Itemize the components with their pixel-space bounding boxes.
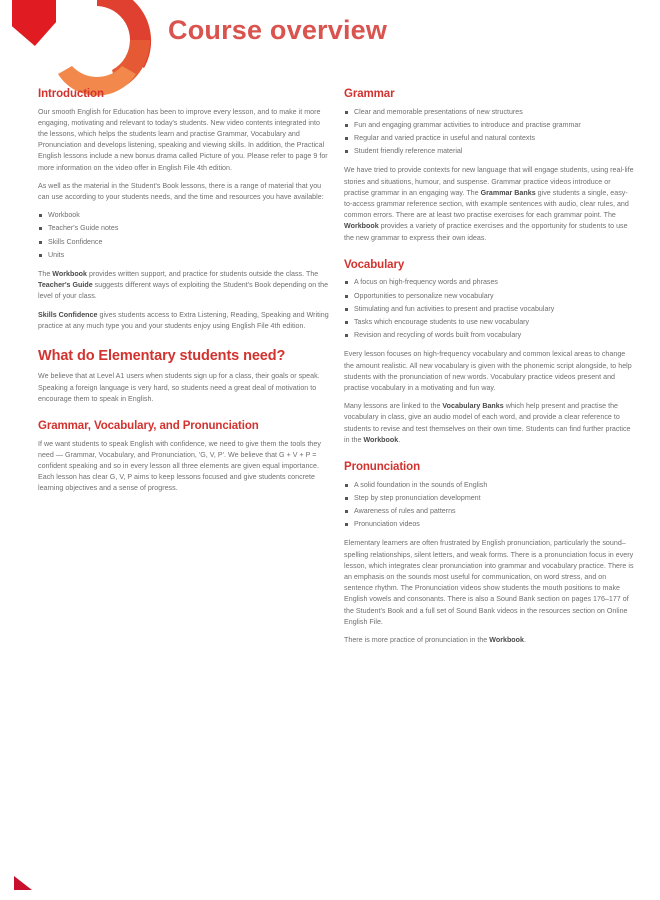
pronunciation-bullet-list [344,480,636,531]
list-item: Student friendly reference material [344,146,636,157]
section-heading-elementary-needs: What do Elementary students need? [38,348,286,365]
section-heading-introduction: Introduction [38,88,104,100]
grammar-paragraph: We have tried to provide contexts for new language that will engage students, using real-life stories and situations, humour, and suspense. Grammar practice videos introduce or practise grammar in an engaging way. The Grammar Banks give students a single, easy-to-access grammar reference section, with example sentences with audio, clear rules, and common errors. There are at least two practise exercises for each grammar point. The Workbook provides a variety of practice exercises and the opportunity for students to use the new grammar to express their own ideas. [344,166,634,242]
section-heading-gvp: Grammar, Vocabulary, and Pronunciation [38,420,259,433]
list-item: Teacher's Guide notes [38,223,330,234]
list-item: Stimulating and fun activities to present and practise vocabulary [344,304,636,315]
section-heading-grammar: Grammar [344,88,395,100]
list-item: Opportunities to personalize new vocabulary [344,291,636,302]
page-title: Course overview [168,15,388,45]
right-column [344,88,636,653]
introduction-workbook-paragraph: The Workbook provides written support, and practice for students outside the class. The Teacher's Guide suggests different ways of exploiting the Student's Book depending on the level of your class. [38,270,329,301]
list-item: Fun and engaging grammar activities to introduce and practise grammar [344,120,636,131]
list-item: Regular and varied practice in useful and natural contexts [344,133,636,144]
list-item: Revision and recycling of words built from vocabulary [344,330,636,341]
list-item: Skills Confidence [38,237,330,248]
list-item: Pronunciation videos [344,519,636,530]
grammar-bullet-list [344,107,636,158]
left-column [38,88,330,653]
vocabulary-paragraph-2: Many lessons are linked to the Vocabulary Banks which help present and practise the vocabulary in class, give an audio model of each word, and provide a clear reference to students to revise and test themselves on their own time. Students can find further practice in the Workbook. [344,402,631,444]
list-item: Tasks which encourage students to use new vocabulary [344,317,636,328]
section-heading-pronunciation: Pronunciation [344,461,421,473]
vocabulary-bullet-list [344,277,636,341]
section-heading-vocabulary: Vocabulary [344,258,405,271]
pronunciation-paragraph-1: Elementary learners are often frustrated by English pronunciation, particularly the sound–spelling relationships, silent letters, and weak forms. There is a pronunciation focus in every lesson, which integrates clear pronunciation into grammar and vocabulary practice. There is an emphasis on the sounds most useful for communication, on word stress, and on sentence rhythm. The Pronunciation videos show students the mouth positions to make English vowels and consonants. There is also a Sound Bank section on pages 176–177 of the Student's Book and a full set of Sound Bank videos in the resources section on Online English File. [344,539,634,626]
introduction-paragraph-2: As well as the material in the Student's Book lessons, there is a range of material that you can use according to your students needs, and the time and resources you have available: [38,181,324,201]
list-item: A focus on high-frequency words and phrases [344,277,636,288]
list-item: Clear and memorable presentations of new structures [344,107,636,118]
vocabulary-paragraph-1: Every lesson focuses on high-frequency vocabulary and common lexical areas to change the amount realistic. All new vocabulary is given with the phonemic script alongside, to help students with the pronunciation of new words. Vocabulary practice videos present and practise vocabulary in a motivating and fun way. [344,350,632,392]
list-item: A solid foundation in the sounds of English [344,480,636,491]
list-item: Workbook [38,210,330,221]
introduction-skills-confidence-paragraph: Skills Confidence gives students access to Extra Listening, Reading, Speaking and Writing practice at any much type you and your students enjoy using English File 4th edition. [38,310,329,330]
pronunciation-paragraph-2: There is more practice of pronunciation in the Workbook. [344,636,526,644]
elementary-needs-paragraph: We believe that at Level A1 users when students sign up for a class, their goals or speak. Speaking a foreign language is very hard, so students need a great deal of motivation to encourage them to speak in English. [38,372,320,403]
list-item: Units [38,250,330,261]
gvp-paragraph: If we want students to speak English with confidence, we need to give them the tools they need — Grammar, Vocabulary, and Pronunciation, 'G, V, P'. We believe that G + V + P = confident speaking and so in every lesson all three elements are given equal importance. Each lesson has clear G, V, P aims to keep lessons focused and give students concrete learning objectives and a sense of progress. [38,439,321,493]
content-columns [0,88,660,653]
list-item: Awareness of rules and patterns [344,506,636,517]
list-item: Step by step pronunciation development [344,493,636,504]
page-corner-marker [14,876,32,890]
introduction-paragraph-1: Our smooth English for Education has been to improve every lesson, and to make it more engaging, motivating and relevant to today's students. New video contents integrated into the lessons, which helps the students learn and practise Grammar, Vocabulary and Pronunciation and develops listening, speaking and viewing skills. In addition, the Practical English lessons include a new bonus drama called Picture of you. Please refer to page 9 for more information on the video offer in English File 4th edition. [38,107,328,172]
introduction-bullet-list [38,210,330,261]
